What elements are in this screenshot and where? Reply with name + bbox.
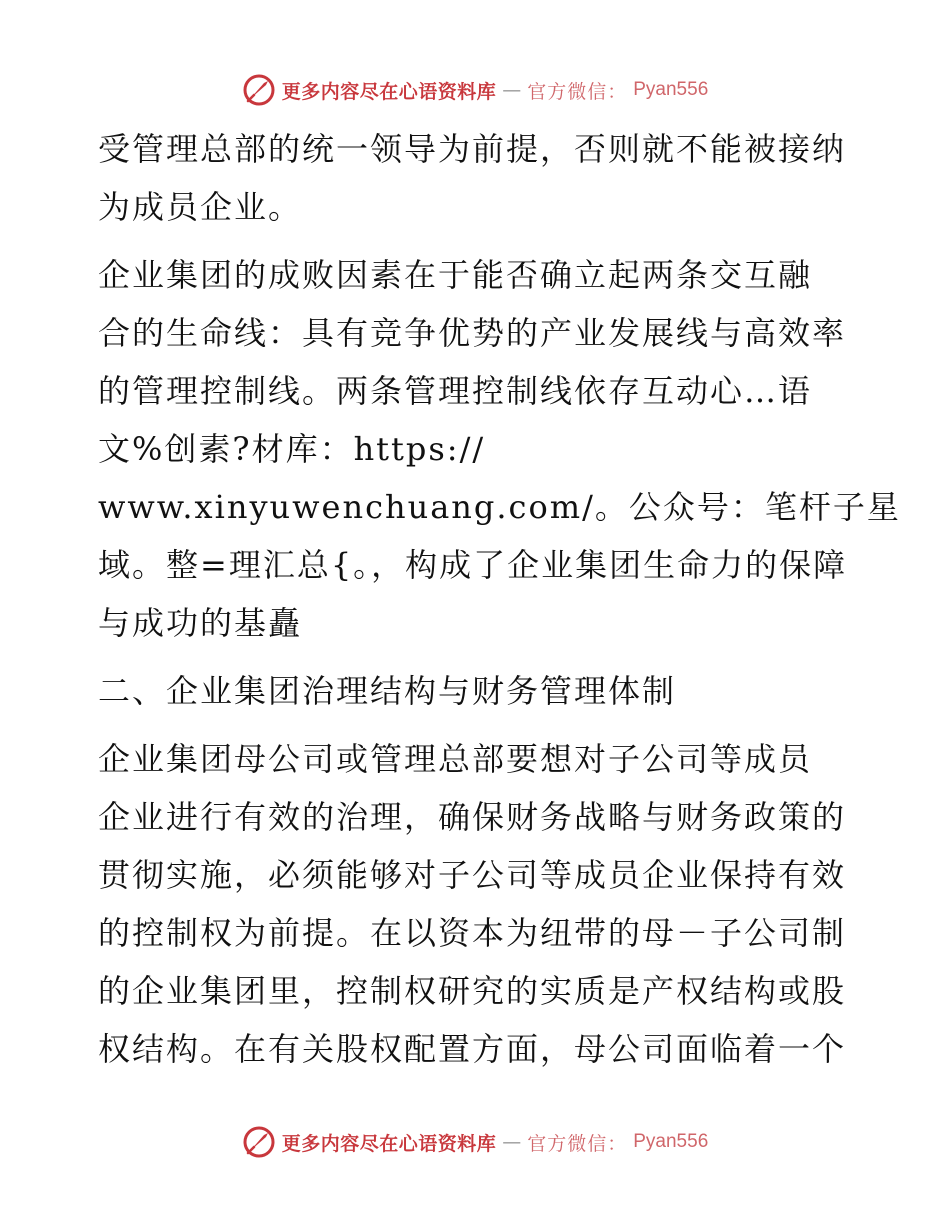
text-line: 的企业集团里，控制权研究的实质是产权结构或股 [98,972,847,1010]
text-line: 的控制权为前提。在以资本为纽带的母－子公司制 [98,914,847,952]
text-line: 域。整=理汇总{。，构成了企业集团生命力的保障 [98,546,848,584]
banner-separator: — [502,1131,522,1153]
text-line: 合的生命线：具有竞争优势的产业发展线与高效率 [98,314,847,352]
document-body [98,120,901,1078]
banner-slogan: 更多内容尽在心语资料库 [281,1132,497,1155]
paragraph-1 [98,120,858,236]
banner-wechat-label: 官方微信： [527,80,628,103]
text-line: 的管理控制线。两条管理控制线依存互动心…语 [98,372,813,410]
paragraph-3 [98,730,858,1078]
quill-pen-logo-icon [242,1125,276,1159]
section-heading [98,662,858,720]
paragraph-2 [98,246,901,652]
text-line: 企业集团母公司或管理总部要想对子公司等成员 [98,740,813,778]
banner-slogan: 更多内容尽在心语资料库 [281,80,497,103]
text-line: 文%创素?材库：https:// [98,430,486,468]
text-line: 与成功的基矗 [98,604,303,642]
text-line: 贯彻实施，必须能够对子公司等成员企业保持有效 [98,856,847,894]
text-line: 受管理总部的统一领导为前提，否则就不能被接纳 [98,130,847,168]
header-watermark-banner [0,70,950,110]
banner-separator: — [502,79,522,101]
quill-pen-logo-icon [242,73,276,107]
banner-wechat-id: Pyan556 [633,79,709,100]
heading-line: 二、企业集团治理结构与财务管理体制 [98,672,677,710]
text-line: 企业进行有效的治理，确保财务战略与财务政策的 [98,798,847,836]
footer-watermark-banner [0,1122,950,1162]
text-line: 权结构。在有关股权配置方面，母公司面临着一个 [98,1030,847,1068]
text-line: 为成员企业。 [98,188,303,226]
banner-wechat-label: 官方微信： [527,1132,628,1155]
banner-wechat-id: Pyan556 [633,1131,709,1152]
text-line: www.xinyuwenchuang.com/。公众号：笔杆子星 [98,488,901,526]
text-line: 企业集团的成败因素在于能否确立起两条交互融 [98,256,813,294]
